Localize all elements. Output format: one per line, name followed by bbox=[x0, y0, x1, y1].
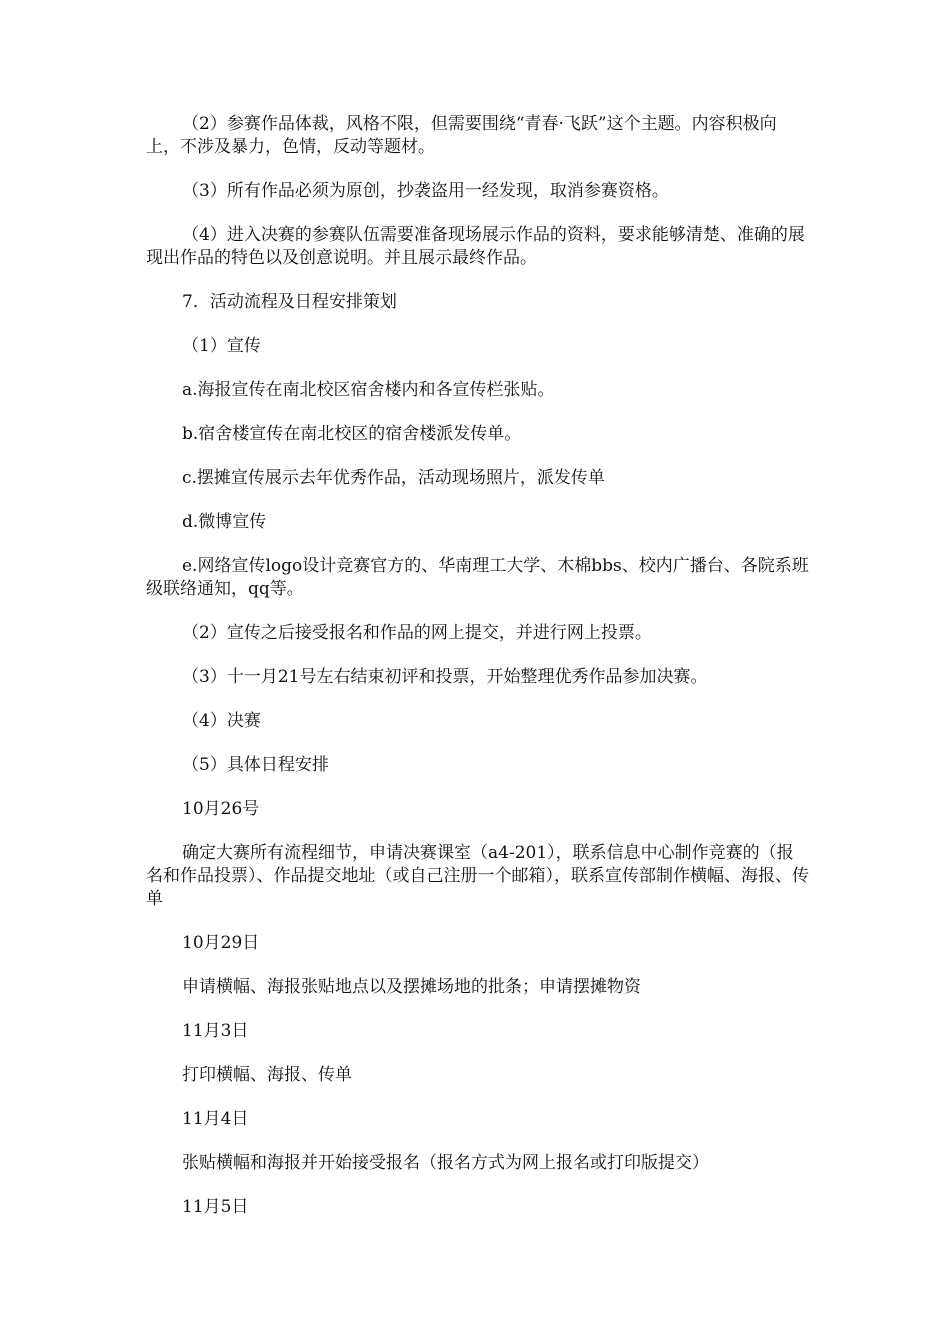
list-item-booth: c.摆摊宣传展示去年优秀作品，活动现场照片，派发传单 bbox=[182, 468, 605, 488]
list-item-weibo: d.微博宣传 bbox=[182, 512, 267, 532]
list-item-online: e.网络宣传logo设计竞赛官方的、华南理工大学、木棉bbs、校内广播台、各院系班级联络通知，qq等。 bbox=[146, 556, 809, 599]
paragraph-preliminary: （3）十一月21号左右结束初评和投票，开始整理优秀作品参加决赛。 bbox=[182, 667, 708, 687]
list-item-dormitory: b.宿舍楼宣传在南北校区的宿舍楼派发传单。 bbox=[182, 424, 522, 444]
subheading-schedule: （5）具体日程安排 bbox=[182, 755, 329, 775]
list-item-poster: a.海报宣传在南北校区宿舍楼内和各宣传栏张贴。 bbox=[182, 380, 555, 400]
document-body bbox=[146, 113, 810, 1240]
paragraph-theme-requirement: （2）参赛作品体裁，风格不限，但需要围绕“青春·飞跃”这个主题。内容积极向上，不涉及暴力，色情，反动等题材。 bbox=[146, 114, 777, 157]
section-heading-process: 7．活动流程及日程安排策划 bbox=[182, 292, 397, 312]
paragraph-originality: （3）所有作品必须为原创，抄袭盗用一经发现，取消参赛资格。 bbox=[182, 181, 669, 201]
subheading-publicity: （1）宣传 bbox=[182, 336, 261, 356]
paragraph-final-materials: （4）进入决赛的参赛队伍需要准备现场展示作品的资料，要求能够清楚、准确的展现出作品的特色以及创意说明。并且展示最终作品。 bbox=[146, 225, 805, 268]
schedule-task: 确定大赛所有流程细节，申请决赛课室（a4-201），联系信息中心制作竞赛的（报名和作品投票）、作品提交地址（或自己注册一个邮箱），联系宣传部制作横幅、海报、传单 bbox=[146, 843, 809, 909]
schedule-date: 11月5日 bbox=[182, 1197, 249, 1217]
schedule-date: 10月26号 bbox=[182, 799, 260, 819]
schedule-task: 张贴横幅和海报并开始接受报名（报名方式为网上报名或打印版提交） bbox=[182, 1153, 709, 1173]
paragraph-registration: （2）宣传之后接受报名和作品的网上提交，并进行网上投票。 bbox=[182, 623, 652, 643]
schedule-date: 10月29日 bbox=[182, 933, 260, 953]
schedule-date: 11月3日 bbox=[182, 1021, 249, 1041]
schedule-date: 11月4日 bbox=[182, 1109, 249, 1129]
paragraph-final: （4）决赛 bbox=[182, 711, 261, 731]
schedule-task: 打印横幅、海报、传单 bbox=[182, 1065, 352, 1085]
schedule-task: 申请横幅、海报张贴地点以及摆摊场地的批条；申请摆摊物资 bbox=[182, 977, 641, 997]
